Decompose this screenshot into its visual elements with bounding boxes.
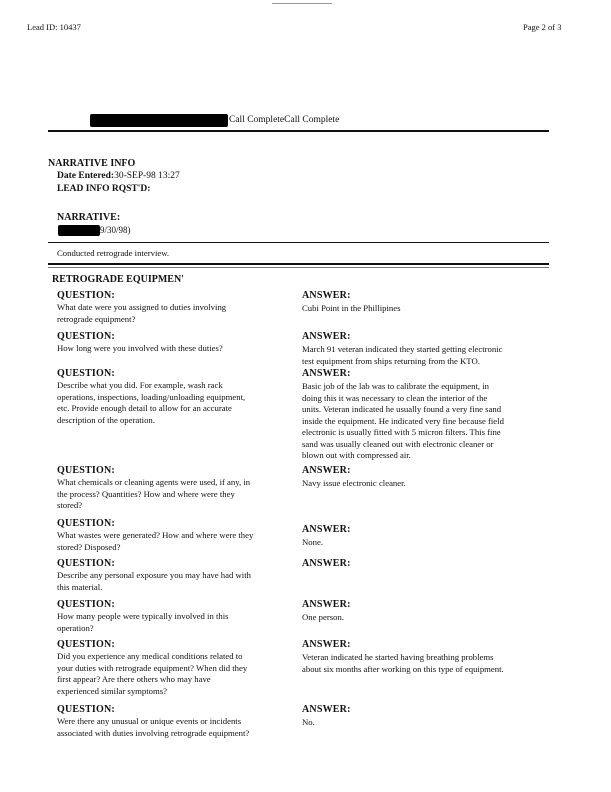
answer-line: doing this it was necessary to clean the interior of the	[302, 392, 488, 403]
question-line: the process? Quantities? How and where were they	[57, 488, 235, 499]
question-line: etc. Provide enough detail to allow for an accurate	[57, 403, 232, 413]
redaction-block	[90, 114, 228, 127]
question-text	[57, 380, 297, 426]
answer-label: ANSWER:	[302, 599, 351, 610]
narrative-info-title: NARRATIVE INFO	[48, 158, 136, 169]
question-line: Did you experience any medical conditions related to	[57, 651, 243, 661]
answer-label: ANSWER:	[302, 465, 351, 476]
question-text	[57, 477, 297, 512]
answer-line: Navy issue electronic cleaner.	[302, 478, 406, 488]
answer-text	[302, 381, 562, 462]
question-label: QUESTION:	[57, 368, 115, 379]
answer-line: test equipment from ships returning from the KTO.	[302, 355, 480, 366]
question-text	[57, 530, 297, 553]
answer-label: ANSWER:	[302, 524, 351, 535]
question-text	[57, 302, 297, 325]
date-entered-label: Date Entered:	[57, 171, 115, 181]
answer-label: ANSWER:	[302, 331, 351, 342]
answer-line: blown out with compressed air.	[302, 450, 411, 460]
top-scan-mark	[272, 3, 332, 4]
answer-line: units. Veteran indicated he usually found a very fine sand	[302, 404, 502, 414]
question-line: stored?	[57, 500, 83, 510]
question-line: What wastes were generated? How and where were they	[57, 530, 254, 540]
answer-text	[302, 344, 562, 367]
question-text	[57, 611, 297, 634]
redaction-block	[58, 225, 100, 236]
question-line: description of the operation.	[57, 414, 155, 425]
narrative-date: 9/30/98)	[100, 225, 131, 235]
question-line: How many people were typically involved in this	[57, 611, 229, 621]
question-line: retrograde equipment?	[57, 313, 136, 324]
question-label: QUESTION:	[57, 290, 115, 301]
answer-line: about six months after working on this type of equipment.	[302, 663, 504, 674]
question-text	[57, 716, 297, 739]
answer-label: ANSWER:	[302, 558, 351, 569]
date-entered-value: 30-SEP-98 13:27	[114, 171, 180, 181]
answer-line: Cubi Point in the Phillipines	[302, 303, 401, 313]
question-label: QUESTION:	[57, 465, 115, 476]
question-text	[57, 651, 297, 697]
question-line: first appear? Are there others who may have	[57, 674, 211, 684]
question-text	[57, 570, 297, 593]
question-line: Describe what you did. For example, wash rack	[57, 380, 223, 390]
answer-text	[302, 303, 562, 315]
question-line: stored? Disposed?	[57, 541, 121, 552]
question-line: How long were you involved with these duties?	[57, 343, 223, 353]
question-line: this material.	[57, 581, 103, 592]
divider-section-thin	[48, 267, 549, 268]
narrative-label: NARRATIVE:	[57, 212, 121, 223]
question-label: QUESTION:	[57, 704, 115, 715]
lead-info-label: LEAD INFO RQST'D:	[57, 184, 151, 194]
answer-text	[302, 478, 562, 490]
page-number: Page 2 of 3	[523, 22, 562, 32]
answer-label: ANSWER:	[302, 704, 351, 715]
section-title: RETROGRADE EQUIPMEN'	[52, 274, 184, 285]
question-line: associated with duties involving retrograde equipment?	[57, 727, 250, 738]
question-line: What date were you assigned to duties involving	[57, 302, 227, 312]
lead-id: Lead ID: 10437	[27, 22, 81, 32]
question-label: QUESTION:	[57, 558, 115, 569]
divider-section	[48, 263, 549, 265]
call-status: Call CompleteCall Complete	[229, 115, 340, 125]
question-line: your duties with retrograde equipment? When did they	[57, 662, 248, 673]
answer-line: sand was usually cleaned out with electronic cleaner or	[302, 438, 494, 449]
answer-text	[302, 537, 562, 549]
divider-narrative	[48, 242, 549, 243]
answer-line: No.	[302, 717, 315, 727]
answer-line: March 91 veteran indicated they started getting electronic	[302, 344, 503, 354]
divider-top	[48, 130, 549, 132]
question-line: What chemicals or cleaning agents were used, if any, in	[57, 477, 251, 487]
question-label: QUESTION:	[57, 518, 115, 529]
question-line: operations, inspections, loading/unloading equipment,	[57, 391, 246, 402]
question-text	[57, 343, 297, 355]
question-line: operation?	[57, 622, 94, 633]
question-label: QUESTION:	[57, 599, 115, 610]
answer-line: electronic is usually fitted with 5 micron filters. This fine	[302, 427, 501, 437]
answer-line: Veteran indicated he started having breathing problems	[302, 652, 494, 662]
answer-line: One person.	[302, 612, 344, 622]
answer-label: ANSWER:	[302, 639, 351, 650]
answer-label: ANSWER:	[302, 368, 351, 379]
answer-line: None.	[302, 537, 323, 547]
answer-text	[302, 652, 562, 675]
answer-line: inside the equipment. He indicated very fine because field	[302, 415, 504, 426]
answer-label: ANSWER:	[302, 290, 351, 301]
answer-text	[302, 612, 562, 624]
question-label: QUESTION:	[57, 639, 115, 650]
answer-line: Basic job of the lab was to calibrate the equipment, in	[302, 381, 489, 391]
question-label: QUESTION:	[57, 331, 115, 342]
question-line: experienced similar symptoms?	[57, 685, 168, 696]
question-line: Describe any personal exposure you may have had with	[57, 570, 251, 580]
answer-text	[302, 717, 562, 729]
date-entered	[57, 171, 180, 181]
question-line: Were there any unusual or unique events or incidents	[57, 716, 242, 726]
narrative-text: Conducted retrograde interview.	[57, 248, 170, 258]
